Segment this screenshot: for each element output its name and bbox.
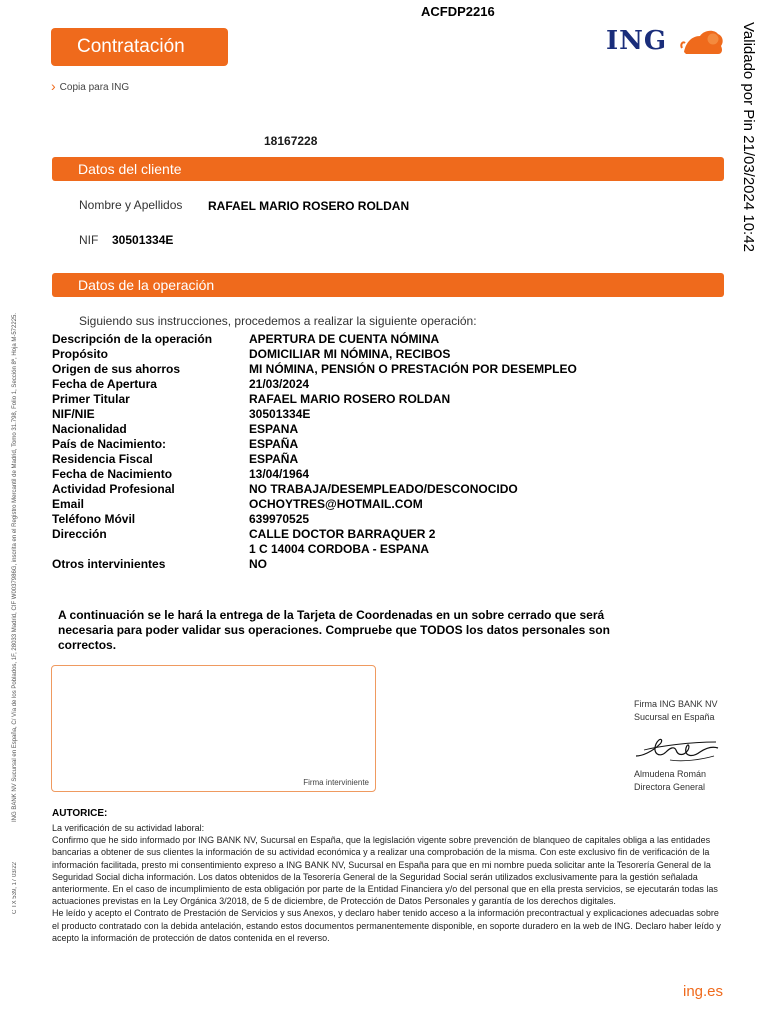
director-signature <box>630 726 725 770</box>
operation-row <box>52 407 672 422</box>
legal-text <box>52 822 724 944</box>
operation-row-value: OCHOYTRES@HOTMAIL.COM <box>249 497 423 511</box>
director-info <box>634 768 706 794</box>
operation-row-label: Residencia Fiscal <box>52 452 153 466</box>
operation-row-label <box>52 542 249 557</box>
copy-label: Copia para ING <box>59 82 130 93</box>
signature-box-label: Firma interviniente <box>303 778 369 787</box>
legal-paragraph: La verificación de su actividad laboral: <box>52 823 205 833</box>
name-value: RAFAEL MARIO ROSERO ROLDAN <box>208 199 410 213</box>
operation-row-value: 1 C 14004 CORDOBA - ESPANA <box>249 542 430 556</box>
operation-row <box>52 527 672 542</box>
document-code: ACFDP2216 <box>421 4 495 19</box>
coordinates-card-notice: A continuación se le hará la entrega de la Tarjeta de Coordenadas en un sobre cerrado que será necesaria para poder validar sus operaciones. Compruebe que TODOS los datos personales son correctos. <box>58 608 610 652</box>
bank-signature-title <box>634 698 718 724</box>
operation-row <box>52 422 672 437</box>
legal-paragraph: Confirmo que he sido informado por ING BANK NV, Sucursal en España, que la legislación vigente sobre prevención de blanqueo de capitales obliga a las entidades bancarias a obtener de sus clientes la información de su actividad económica y a realizar una comprobación de la misma. Con este exclusivo fin de verificación de la información facilitada, presto mi consentimiento expreso a ING BANK NV, Sucursal en España para que en mi nombre pueda solicitar ante la Tesorería General de la Seguridad Social dicha información. Los datos obtenidos de la Tesorería General de la Seguridad Social serán utilizados exclusivamente para la gestión señalada anteriormente. En el caso de incumplimiento de esta obligación por parte de la Entidad Financiera y/o del personal que en ella presta servicios, se ejecutarán todas las actuaciones previstas en la Ley Orgánica 3/2018, de 5 de diciembre, de Protección de Datos Personales y garantía de los derechos digitales. <box>52 835 718 907</box>
operation-row-value: CALLE DOCTOR BARRAQUER 2 <box>249 527 436 541</box>
operation-row-value: ESPANA <box>249 422 299 436</box>
operation-row-label: Actividad Profesional <box>52 482 175 496</box>
operation-row-value: NO <box>249 557 267 571</box>
operation-row-label: Dirección <box>52 527 107 541</box>
operation-row <box>52 392 672 407</box>
operation-row-label: Email <box>52 497 85 511</box>
operation-row <box>52 377 672 392</box>
form-code: C TX 539, 17 03/22 <box>12 862 18 914</box>
bank-signature-line2: Sucursal en España <box>634 712 715 722</box>
operation-row-label: Fecha de Nacimiento <box>52 467 173 481</box>
operation-row <box>52 482 672 497</box>
name-label: Nombre y Apellidos <box>79 198 183 212</box>
operation-row <box>52 347 672 362</box>
chevron-right-icon: › <box>51 78 56 94</box>
operation-row-value: RAFAEL MARIO ROSERO ROLDAN <box>249 392 451 406</box>
operation-row-value: APERTURA DE CUENTA NÓMINA <box>249 332 440 346</box>
operation-row-value: ESPAÑA <box>249 437 299 451</box>
operation-row-value: 30501334E <box>249 407 311 421</box>
lion-icon <box>680 26 726 56</box>
operation-row <box>52 362 672 377</box>
signature-box[interactable] <box>51 665 376 792</box>
operation-row-label: Propósito <box>52 347 108 361</box>
operation-row-value: ESPAÑA <box>249 452 299 466</box>
validation-stamp: Validado por Pin 21/03/2024 10:42 <box>740 22 757 252</box>
operation-row <box>52 467 672 482</box>
legal-paragraph: He leído y acepto el Contrato de Prestación de Servicios y sus Anexos, y declaro haber tenido acceso a la información precontractual y explicaciones adecuadas sobre el producto contratado con la debida antelación, estando estos documentos permanentemente disponible, en soporte duradero en la web de ING. Declaro haber leído y acepto la información de protección de datos contenida en el reverso. <box>52 908 721 943</box>
nif-value: 30501334E <box>112 233 174 247</box>
operation-row-label: Otros intervinientes <box>52 557 166 571</box>
page-title: Contratación <box>51 28 228 66</box>
operation-row <box>52 512 672 527</box>
bank-signature-line1: Firma ING BANK NV <box>634 699 718 709</box>
operation-section-header: Datos de la operación <box>52 273 724 297</box>
registry-info: ING BANK NV Sucursal en España, C/ Vía de los Poblados, 1F, 28033 Madrid, CIF W0037986G, inscrita en el Registro Mercantil de Madrid, Tomo 31.798, Folio 1, Sección 8ª, Hoja M-572225. <box>12 312 18 822</box>
operation-row-label: NIF/NIE <box>52 407 95 421</box>
operation-row-value: MI NÓMINA, PENSIÓN O PRESTACIÓN POR DESEMPLEO <box>249 362 577 376</box>
operation-row <box>52 497 672 512</box>
operation-row <box>52 332 672 347</box>
reference-number: 18167228 <box>264 134 318 148</box>
nif-label: NIF <box>79 233 99 247</box>
operation-row <box>52 452 672 467</box>
operation-intro: Siguiendo sus instrucciones, procedemos a realizar la siguiente operación: <box>79 314 477 328</box>
operation-row-value: DOMICILIAR MI NÓMINA, RECIBOS <box>249 347 451 361</box>
operation-row-value: 639970525 <box>249 512 310 526</box>
operation-row-label: Fecha de Apertura <box>52 377 157 391</box>
operation-row <box>52 557 672 572</box>
ing-logo <box>606 26 726 58</box>
operation-row-label: Descripción de la operación <box>52 332 213 346</box>
operation-row-label: Nacionalidad <box>52 422 127 436</box>
operation-details <box>52 332 672 572</box>
operation-row-value: 21/03/2024 <box>249 377 310 391</box>
ing-logo-text: ING <box>606 26 668 56</box>
director-title: Directora General <box>634 782 706 792</box>
operation-row-label: Origen de sus ahorros <box>52 362 181 376</box>
director-name: Almudena Román <box>634 769 707 779</box>
operation-row-label: País de Nacimiento: <box>52 437 167 451</box>
footer-website-link[interactable]: ing.es <box>683 983 724 1000</box>
client-section-header: Datos del cliente <box>52 157 724 181</box>
copy-indicator <box>51 78 129 94</box>
operation-row-label: Primer Titular <box>52 392 130 406</box>
operation-row-label: Teléfono Móvil <box>52 512 136 526</box>
authorize-title: AUTORICE: <box>52 808 108 819</box>
operation-row-value: 13/04/1964 <box>249 467 310 481</box>
operation-row-value: NO TRABAJA/DESEMPLEADO/DESCONOCIDO <box>249 482 518 496</box>
operation-row <box>52 437 672 452</box>
operation-row <box>52 542 672 557</box>
